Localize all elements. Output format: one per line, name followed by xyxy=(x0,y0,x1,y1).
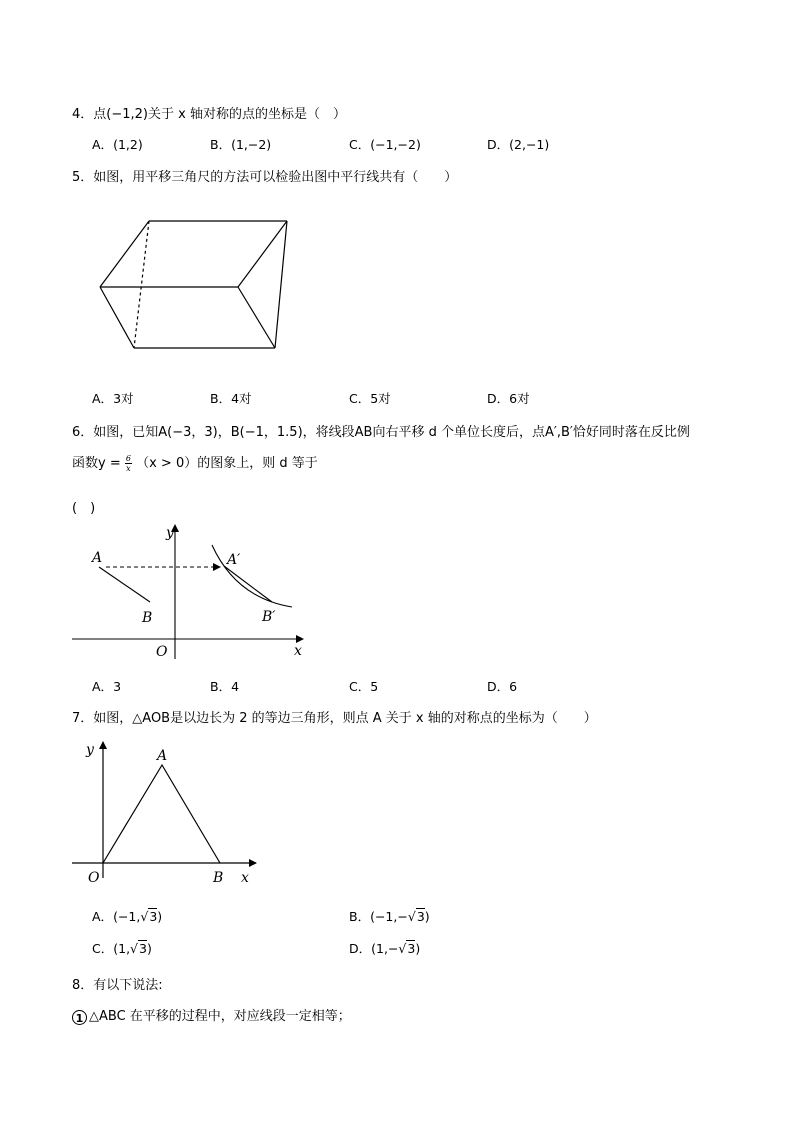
q5-option-c[interactable] xyxy=(349,389,391,407)
point-label-b: B xyxy=(142,610,153,626)
statement-1 xyxy=(72,1005,351,1025)
question-number: 4． xyxy=(72,107,94,122)
sqrt-radicand: 3 xyxy=(407,941,416,956)
option-value: 5 xyxy=(370,679,379,694)
option-value: 4对 xyxy=(231,391,252,406)
option-label: D． xyxy=(349,941,372,956)
q7-option-b[interactable] xyxy=(349,907,430,925)
q4-option-d[interactable] xyxy=(487,135,549,153)
hidden-edge xyxy=(134,221,149,348)
option-value-prefix: (1, xyxy=(113,941,131,956)
answer-paren: ( ) xyxy=(72,501,96,516)
question-4-stem xyxy=(72,103,346,122)
option-label: A． xyxy=(92,391,114,406)
question-text: 有以下说法: xyxy=(93,978,163,993)
axis-label-x: x xyxy=(294,643,302,659)
sqrt-sign: √ xyxy=(407,909,416,924)
fraction-denominator: x xyxy=(126,464,131,473)
prism-figure xyxy=(90,210,300,355)
edge xyxy=(238,287,275,348)
axis-label-y: y xyxy=(166,525,174,541)
option-label: C． xyxy=(92,941,114,956)
option-value-suffix: ) xyxy=(146,941,152,956)
q6-option-b[interactable] xyxy=(210,677,239,695)
point-label-b: B xyxy=(213,870,224,886)
question-8-stem xyxy=(72,974,163,993)
sqrt-sign: √ xyxy=(398,941,407,956)
option-value-suffix: ) xyxy=(424,909,430,924)
sqrt-sign: √ xyxy=(140,909,149,924)
q6-option-c[interactable] xyxy=(349,677,378,695)
point-label-a: A xyxy=(157,748,168,764)
option-label: B． xyxy=(349,909,371,924)
question-number: 8． xyxy=(72,978,94,993)
q7-option-a[interactable] xyxy=(92,907,162,925)
option-label: C． xyxy=(349,679,371,694)
question-text: 点(−1,2)关于 x 轴对称的点的坐标是（ ） xyxy=(93,107,346,122)
question-number: 7． xyxy=(72,711,94,726)
edge xyxy=(275,221,287,348)
sqrt-radicand: 3 xyxy=(416,909,425,924)
axis-label-y: y xyxy=(86,742,94,758)
option-label: D． xyxy=(487,679,510,694)
origin-label: O xyxy=(156,644,168,660)
hyperbola-curve xyxy=(212,545,292,607)
q7-option-d[interactable] xyxy=(349,939,420,957)
triangle-aob xyxy=(103,765,220,863)
point-label-a: A xyxy=(92,550,103,566)
question-text: 如图，△AOB是以边长为 2 的等边三角形，则点 A 关于 x 轴的对称点的坐标为（ ） xyxy=(93,711,597,726)
option-value-suffix: ) xyxy=(415,941,421,956)
fraction-numerator: 6 xyxy=(125,454,131,463)
question-text: （x > 0）的图象上，则 d 等于 xyxy=(136,456,318,471)
question-number: 5． xyxy=(72,170,94,185)
q4-option-a[interactable] xyxy=(92,135,143,153)
option-label: C． xyxy=(349,391,371,406)
q4-option-b[interactable] xyxy=(210,135,271,153)
question-7-stem xyxy=(72,707,597,726)
q7-graph xyxy=(68,735,263,887)
sqrt-sign: √ xyxy=(130,941,139,956)
option-label: A． xyxy=(92,137,114,152)
segment-ab xyxy=(99,567,150,602)
edge xyxy=(100,287,134,348)
q5-option-a[interactable] xyxy=(92,389,134,407)
origin-label: O xyxy=(88,870,100,886)
option-value: 3对 xyxy=(113,391,134,406)
q7-option-c[interactable] xyxy=(92,939,152,957)
option-label: A． xyxy=(92,679,114,694)
option-label: D． xyxy=(487,391,510,406)
statement-text: △ABC 在平移的过程中，对应线段一定相等； xyxy=(89,1009,351,1024)
point-label-b-prime: B′ xyxy=(262,609,276,625)
option-value-prefix: (−1,− xyxy=(370,909,408,924)
option-label: B． xyxy=(210,391,232,406)
option-value-suffix: ) xyxy=(157,909,163,924)
axis-label-x: x xyxy=(241,870,249,886)
option-label: D． xyxy=(487,137,510,152)
edge xyxy=(238,221,287,287)
question-6-stem-line2 xyxy=(72,452,318,473)
option-value: 6 xyxy=(509,679,518,694)
question-text: 函数y = xyxy=(72,456,121,471)
option-value: 3 xyxy=(113,679,122,694)
option-value: 4 xyxy=(231,679,240,694)
sqrt-radicand: 3 xyxy=(149,909,158,924)
option-value: 5对 xyxy=(370,391,391,406)
q6-graph xyxy=(68,520,313,662)
q4-option-c[interactable] xyxy=(349,135,421,153)
q5-option-b[interactable] xyxy=(210,389,252,407)
q5-option-d[interactable] xyxy=(487,389,530,407)
segment-a-prime-b-prime xyxy=(224,566,272,602)
question-text: 如图，用平移三角尺的方法可以检验出图中平行线共有（ ） xyxy=(93,170,458,185)
q6-option-d[interactable] xyxy=(487,677,517,695)
edge xyxy=(100,221,149,287)
sqrt-radicand: 3 xyxy=(139,941,147,956)
option-value: 6对 xyxy=(509,391,530,406)
circled-number-1: 1 xyxy=(72,1010,87,1025)
question-6-stem-line1 xyxy=(72,421,690,440)
option-label: A． xyxy=(92,909,114,924)
q6-option-a[interactable] xyxy=(92,677,121,695)
option-value: (−1,−2) xyxy=(370,137,421,152)
point-label-a-prime: A′ xyxy=(227,552,241,568)
option-value: (1,2) xyxy=(113,137,143,152)
option-value: (2,−1) xyxy=(509,137,550,152)
option-label: B． xyxy=(210,679,232,694)
option-value-prefix: (−1, xyxy=(113,909,141,924)
question-number: 6． xyxy=(72,425,94,440)
question-5-stem xyxy=(72,166,457,185)
option-value-prefix: (1,− xyxy=(371,941,399,956)
fraction xyxy=(125,454,132,473)
option-value: (1,−2) xyxy=(231,137,272,152)
option-label: B． xyxy=(210,137,232,152)
question-text: 如图，已知A(−3，3)，B(−1，1.5)，将线段AB向右平移 d 个单位长度后，点A′,B′恰好同时落在反比例 xyxy=(93,425,690,440)
option-label: C． xyxy=(349,137,371,152)
